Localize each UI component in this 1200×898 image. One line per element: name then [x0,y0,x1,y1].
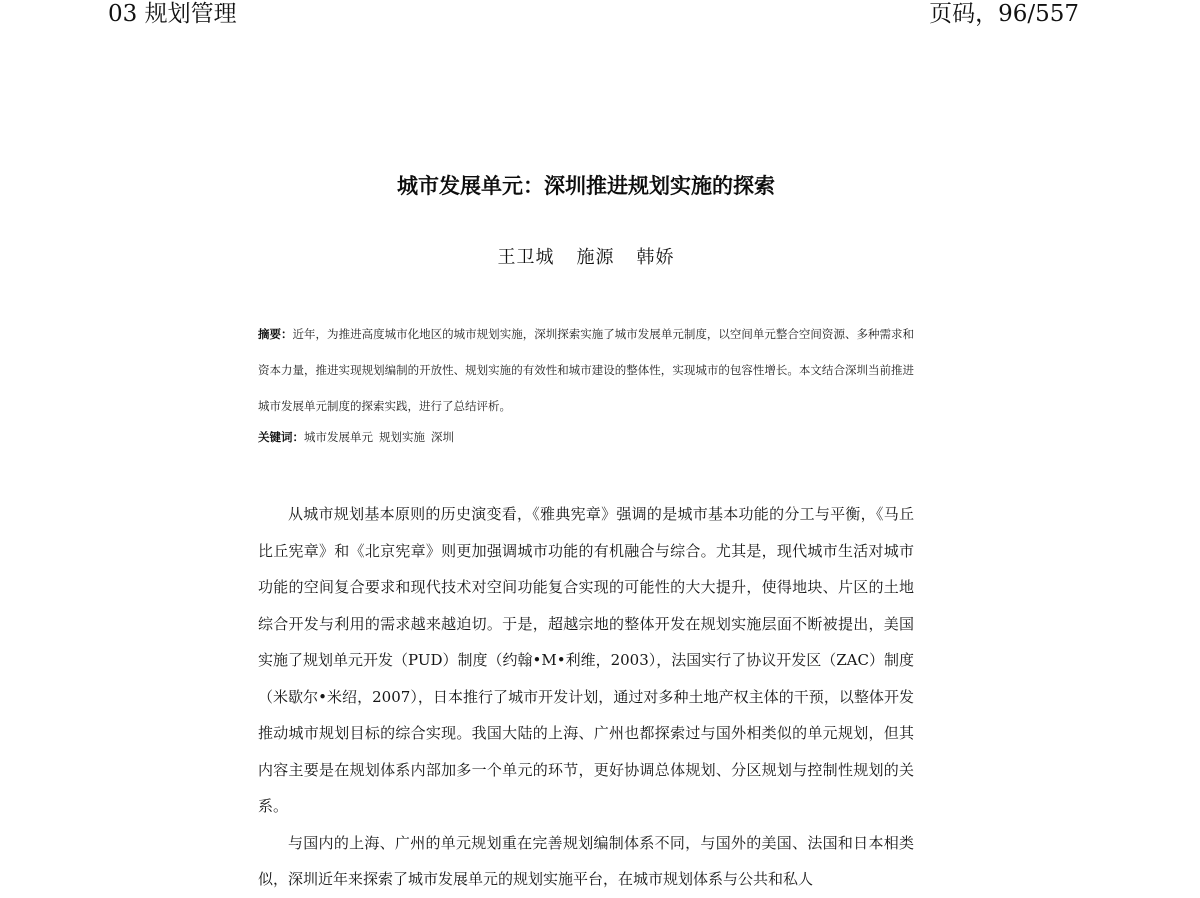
abstract-label: 摘要： [258,327,293,341]
keyword: 城市发展单元 [304,430,373,444]
keywords-label: 关键词： [258,430,304,444]
keywords [258,424,914,450]
article-title: 城市发展单元：深圳推进规划实施的探索 [397,174,775,198]
body-paragraph: 与国内的上海、广州的单元规划重在完善规划编制体系不同，与国外的美国、法国和日本相类似，深圳近年来探索了城市发展单元的规划实施平台，在城市规划体系与公共和私人 [258,833,914,888]
author-name: 王卫城 [497,247,555,268]
keyword: 深圳 [431,430,454,444]
abstract-text: 近年，为推进高度城市化地区的城市规划实施，深圳探索实施了城市发展单元制度，以空间单元整合空间资源、多种需求和资本力量，推进实现规划编制的开放性、规划实施的有效性和城市建设的整体性，实现城市的包容性增长。本文结合深圳当前推进城市发展单元制度的探索实践，进行了总结评析。 [258,327,914,413]
article [258,170,914,898]
section-label: 03 规划管理 [108,1,237,27]
author-name: 韩娇 [636,247,675,268]
running-header [0,0,1200,32]
author-name: 施源 [576,247,615,268]
page-number: 页码，96/557 [929,1,1079,27]
body-paragraph: 从城市规划基本原则的历史演变看，《雅典宪章》强调的是城市基本功能的分工与平衡，《马丘比丘宪章》和《北京宪章》则更加强调城市功能的有机融合与综合。尤其是，现代城市生活对城市功能的空间复合要求和现代技术对空间功能复合实现的可能性的大大提升，使得地块、片区的土地综合开发与利用的需求越来越迫切。于是，超越宗地的整体开发在规划实施层面不断被提出，美国实施了规划单元开发（PUD）制度（约翰•M•利维，2003），法国实行了协议开发区（ZAC）制度（米歇尔•米绍，2007），日本推行了城市开发计划，通过对多种土地产权主体的干预，以整体开发推动城市规划目标的综合实现。我国大陆的上海、广州也都探索过与国外相类似的单元规划，但其内容主要是在规划体系内部加多一个单元的环节，更好协调总体规划、分区规划与控制性规划的关系。 [258,505,914,815]
abstract [258,316,914,424]
keyword: 规划实施 [379,430,425,444]
author-list [258,244,914,272]
